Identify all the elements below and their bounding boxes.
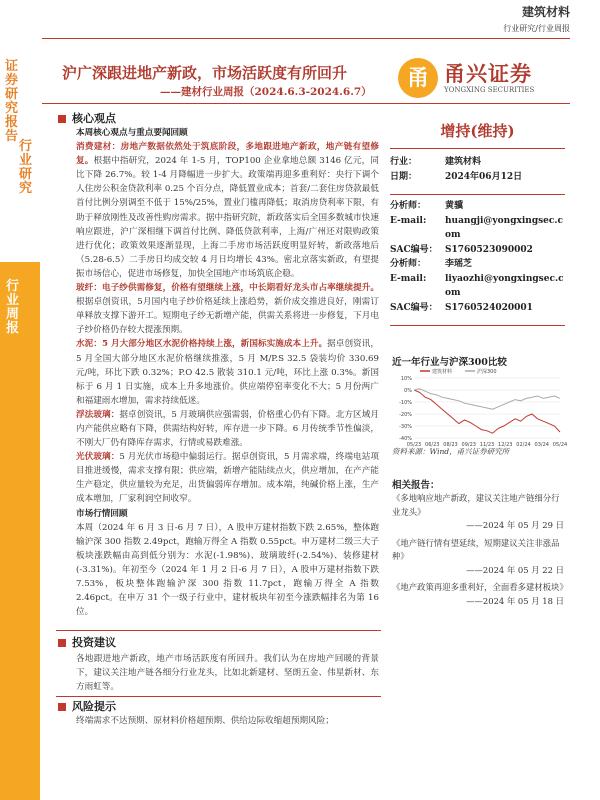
- paragraph-consumer-building: 消费建材：房地产数据依然处于筑底阶段，多地跟进地产新政，地产链有望修复。根据中指研究，2024 年 1-5 月，TOP100 企业拿地总额 3146 亿元，同比下降 26.7%。较 1-4 月降幅进一步扩大。政策端再迎多重利好：央行下调个人住房公积金贷款利率 0.25 个百分点，降低置业成本；首套/二套住房贷款最低首付比例分别调至不低于 15%/25%，置业门槛再降低；取消房贷利率下限，有助于释放刚性及改善性购房需求。据中指研究院，新政落实后全国多数城市快速响应跟进，沪广深相继下调首付比例、降低贷款利率，上海/广州还对限购政策进行优化；政策效果逐渐显现，上海二手房市场活跃度明显好转，新政落地后（5.28-6.5）二手房日均成交较 4 月日均增长 43%。密北京落实新政，有望提振市场信心，促进市场修复，加快全国地产市场筑底企稳。: [76, 142, 379, 279]
- analyst-1-sac: SAC编号： S1760523090002: [390, 244, 533, 255]
- y-tick-label: -10%: [399, 400, 412, 406]
- analyst-1-email: E-mail: huangji@yongxingsec.com: [390, 215, 564, 240]
- sidebar-label-research: 证券研究报告: [5, 59, 19, 144]
- legend-label: 沪深300: [477, 369, 497, 375]
- section-divider: [56, 630, 381, 631]
- x-tick-label: 09/23: [461, 442, 476, 448]
- related-item[interactable]: 《地产链行情有望延续，短期建议关注非涨品种》: [392, 537, 560, 561]
- paragraph-float-glass: 浮法玻璃：据卓创资讯，5 月玻璃供应强需弱，价格重心仍有下降。北方区域月内产能供应略有下降，供需结构好转，库存进一步下降。6 月传统季节性偏淡，不刚大厂仍有降库存需求，行情或易跌难涨。: [76, 409, 379, 449]
- header-rule: [42, 38, 570, 39]
- sidebar-label-weekly: 行业周报: [6, 279, 20, 336]
- legend-label: 建筑材料: [432, 369, 453, 375]
- related-date: ——2024 年 05 月 29 日: [466, 520, 564, 530]
- rating: 增持(维持): [440, 122, 515, 140]
- risk-text: 终端需求不达预期、原材料价格超预期、供给边际收缩超预期风险；: [76, 716, 334, 726]
- invest-text: 各地跟进地产新政，地产市场活跃度有所回升。我们认为在房地产回暖的背景下，建议关注地产链各细分行业龙头，比如北新建材、坚朗五金、伟星新材、东方雨虹等。: [76, 654, 379, 693]
- related-item[interactable]: 《地产政策再迎多重利好，全面看多建材板块》: [392, 582, 568, 592]
- section-invest-heading: 投资建议: [58, 634, 116, 650]
- logo-english: YONGXING SECURITIES: [444, 86, 535, 94]
- sidebar-band: [0, 262, 40, 800]
- related-title: 相关报告：: [392, 480, 440, 491]
- y-tick-label: -30%: [399, 424, 412, 430]
- x-tick-label: 03/24: [534, 442, 549, 448]
- comparison-chart: [390, 366, 568, 450]
- sidebar-label-industry: 行业研究: [19, 139, 33, 196]
- bullet-square-icon: [58, 115, 66, 123]
- x-tick-label: 12/23: [498, 442, 513, 448]
- info-row-industry: 行业： 建筑材料: [390, 157, 482, 167]
- bullet-square-icon: [58, 703, 66, 711]
- x-tick-label: 02/24: [516, 442, 531, 448]
- series-line-2: [414, 389, 560, 409]
- x-tick-label: 11/23: [479, 442, 495, 448]
- chart-title: 近一年行业与沪深300比较: [392, 357, 507, 368]
- analyst-1-name: 分析师： 黄骥: [390, 201, 464, 211]
- chart-source: 资料来源：Wind，甬兴证券研究所: [392, 447, 510, 456]
- info-row-date: 日期： 2024年06月12日: [390, 171, 523, 182]
- related-reports: [392, 492, 568, 612]
- company-logo: [398, 56, 548, 102]
- paragraph-market: 本周（2024 年 6 月 3 日-6 月 7 日），A 股申万建材指数下跌 2.65%，整体跑输沪深 300 指数 2.49pct，跑输万得全 A 指数 0.55pct。申万建材二级三大子板块涨跌幅由高到低分别为：水泥(-1.98%)、玻璃玻纤(-2.54%)、装修建材(-3.31%)。年初至今（2024 年 1 月 2 日-6 月 7 日），A 股申万建材指数下跌 7.53%，板块整体跑输沪深 300 指数 11.7pct，跑输万得全 A 指数 2.46pct。在申万 31 个一级子行业中，建材板块年初至今涨跌幅排名为第 16 位。: [76, 522, 379, 618]
- y-tick-label: 0%: [404, 388, 412, 394]
- analyst-2-name: 分析师： 李瑶芝: [390, 259, 473, 269]
- analyst-2-email: E-mail: liyaozhi@yongxingsec.com: [390, 273, 564, 298]
- logo-name: 甬兴证券: [444, 61, 532, 86]
- section-risk-heading: 风险提示: [58, 698, 116, 714]
- y-tick-label: 10%: [400, 376, 412, 382]
- section-divider: [56, 696, 381, 697]
- market-subheading: 市场行情回顾: [76, 508, 128, 519]
- y-tick-label: -20%: [399, 412, 412, 418]
- analyst-2-sac: SAC编号： S1760524020001: [390, 302, 533, 313]
- x-tick-label: 06/23: [425, 442, 440, 448]
- x-tick-label: 05/24: [552, 442, 568, 448]
- report-subtitle: ——建材行业周报（2024.6.3-2024.6.7）: [160, 86, 372, 98]
- related-date: ——2024 年 05 月 22 日: [466, 564, 564, 575]
- core-subheading: 本周核心观点与重点要闻回顾: [76, 128, 188, 138]
- y-tick-label: -40%: [399, 436, 412, 442]
- report-title: 沪广深跟进地产新政，市场活跃度有所回升: [62, 64, 348, 82]
- related-item[interactable]: 《多地响应地产新政，建议关注地产链细分行业龙头》: [392, 493, 560, 517]
- report-category: 建筑材料: [521, 5, 570, 19]
- section-core-heading: 核心观点: [58, 110, 116, 126]
- report-header: [503, 3, 570, 34]
- paragraph-cement: 水泥：5 月大部分地区水泥价格持续上涨，新国标实施成本上升。据卓创资讯，5 月全国大部分地区水泥价格继续推涨，5 月 M/P.S 32.5 袋装均价 330.69 元/吨，环比下跌 0.32%；P.O 42.5 散装 310.1 元/吨，环比上涨 0.3%。新国标于 6 月 1 日实施，成本上升多地涨价。供应端停窑率变化不大；5 月份两广和福建雨水增加，需求持续低迷。: [76, 339, 379, 406]
- x-tick-label: 05/23: [406, 442, 422, 448]
- report-subcategory: 行业研究/行业周报: [503, 24, 570, 33]
- paragraph-fiberglass: 玻纤：电子纱供需修复，价格有望继续上涨，中长期看好龙头市占率继续提升。根据卓创资讯，5月国内电子纱价格延续上涨趋势，新价成交推进良好，刚需订单释放支撑下游开工。短期电子纱无新增产能，供需关系将进一步修复，下月电子纱价格仍存较大提涨预期。: [76, 283, 379, 336]
- title-rule: [42, 103, 570, 104]
- paragraph-pv-glass: 光伏玻璃：5 月光伏市场稳中偏弱运行。据卓创资讯，5 月需求端，终端电站项目推进缓慢，需求支撑有限；供应端，新增产能陆续点火，供应增加，在产产能生产稳定，供应量较为充足，出货偏弱库存增加。成本端，纯碱价格上涨，生产成本增加，厂家利润空间收窄。: [76, 452, 379, 505]
- x-tick-label: 08/23: [443, 442, 458, 448]
- core-content: [76, 126, 379, 619]
- bullet-square-icon: [58, 639, 66, 647]
- logo-mark: 甬: [398, 58, 438, 98]
- related-date: ——2024 年 05 月 18 日: [466, 595, 564, 606]
- info-panel: [390, 148, 565, 326]
